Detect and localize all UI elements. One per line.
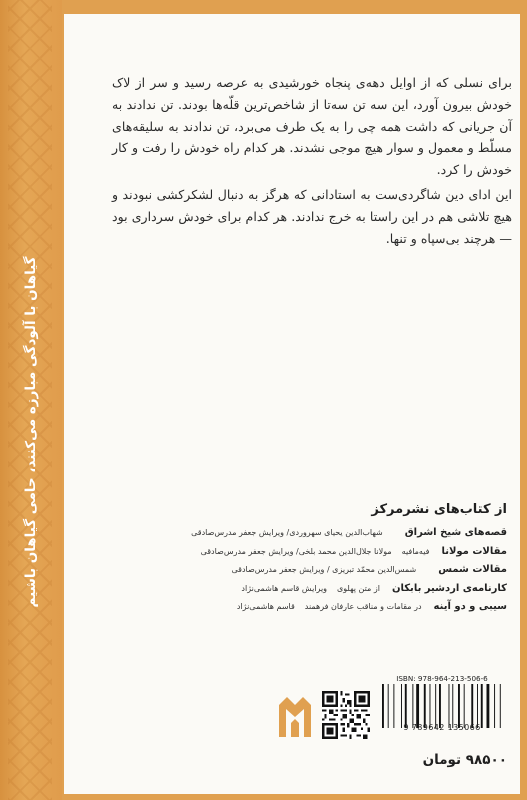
publisher-logo-icon [273,691,317,739]
book-item [107,546,507,565]
blurb-text [112,72,512,252]
price-label: ۹۸۵۰۰ تومان [422,752,507,768]
book-item [107,601,507,620]
book-title: مقالات شمس [438,564,507,575]
book-note: فیه‌مافیه [401,546,430,556]
book-credit: مولانا جلال‌الدین محمد بلخی/ ویرایش جعفر مدرس‌صادقی [200,546,392,556]
isbn-label: ISBN: 978-964-213-506-6 [396,674,488,683]
book-note: در مقامات و مناقب عارفان فرهمند [304,602,422,611]
barcode-digits: 9 789642 135066 [403,723,481,732]
book-item [107,527,507,546]
book-item [107,564,507,583]
series-title: از کتاب‌های نشرمرکز [371,502,507,517]
book-item [107,583,507,602]
book-list [107,527,507,620]
book-credit: ویرایش قاسم هاشمی‌نژاد [241,583,328,593]
qr-code-icon [322,691,370,739]
book-title: کارنامه‌ی اردشیر بابکان [391,582,507,594]
barcode-block [378,674,506,736]
spine-slogan: گیاهان با آلودگی مبارزه می‌کنند، حامی گیاهان باشیم [23,256,39,608]
book-credit: قاسم هاشمی‌نژاد [236,602,295,611]
book-title: سیبی و دو آینه [433,601,507,612]
blurb-paragraph: برای نسلی که از اوایل دهه‌ی پنجاه خورشیدی به عرصه رسید و سر از لاک خودش بیرون آورد، این سه تن سه‌تا از شاخص‌ترین قلّه‌ها بودند. تن ندادند به آن جریانی که داشت همه چی را به یک طرف می‌برد، تن ندادند به سلیقه‌های مسلّط و معمول و سوار هیچ موجی نشدند. هر کدام راه خودش را رفت و کار خودش را کرد. [112,75,512,178]
barcode-icon [378,684,506,728]
book-note: از متن پهلوی [337,583,380,593]
book-title: قصه‌های شیخ اشراق [404,527,507,538]
book-credit: شهاب‌الدین یحیای سهروردی/ ویرایش جعفر مدرس‌صادقی [191,528,383,537]
book-title: مقالات مولانا [441,545,507,557]
book-credit: شمس‌الدین محمّد تبریزی / ویرایش جعفر مدرس‌صادقی [231,565,417,574]
blurb-paragraph: این ادای دین شاگردی‌ست به استادانی که هرگز به دنبال لشکرکشی نبودند و هیچ تلاشی هم در این راستا به خرج ندادند. هر کدام برای خودش سرداری بود — هرچند بی‌سپاه و تنها. [112,186,512,246]
